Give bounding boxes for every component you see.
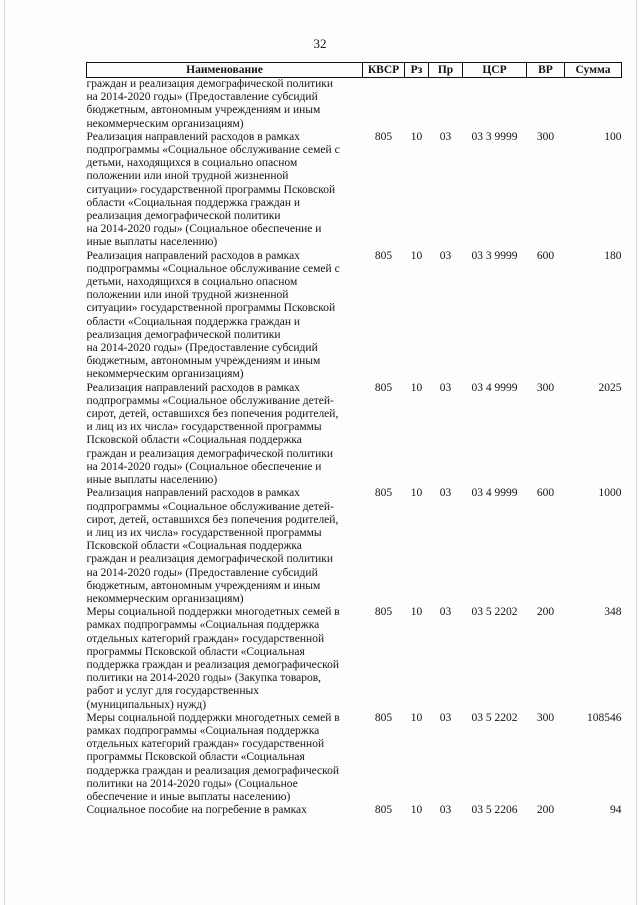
row-name: Меры социальной поддержки многодетных семей в рамках подпрограммы «Социальная поддержка отдельных категорий граждан» государственной программы Псковской области «Социальная поддержка граждан и реализация демографической политики на 2014-2020 годы» (Социальное обеспечение и иные выплаты населению) (86, 711, 340, 803)
row-kvsr (363, 78, 405, 131)
row-pr (429, 78, 463, 131)
row-vr: 300 (536, 130, 555, 143)
row-csr: 03 4 9999 (471, 487, 518, 500)
row-name: Реализация направлений расходов в рамках подпрограммы «Социальное обслуживание семей с детьми, находящихся в социально опасном положении или иной трудной жизненной ситуации» государственной программы Псковской области «Социальная поддержка граждан и реализация демографической политики на 2014-2020 годы» (Социальное обеспечение и иные выплаты населению) (86, 130, 340, 249)
row-vr: 200 (536, 606, 555, 619)
row-name: граждан и реализация демографической политики на 2014-2020 годы» (Предоставление субсидий бюджетным, автономным учреждениям и иным некоммерческим организациям) (86, 78, 334, 130)
row-rz: 10 (410, 249, 423, 262)
budget-table (86, 62, 622, 817)
row-csr: 03 3 9999 (471, 249, 518, 262)
row-csr (463, 78, 527, 131)
header-vr: ВР (527, 63, 565, 78)
row-rz: 10 (410, 487, 423, 500)
table-row (87, 382, 622, 488)
header-name: Наименование (87, 63, 363, 78)
row-rz (405, 78, 429, 131)
header-sum: Сумма (565, 63, 622, 78)
row-pr: 03 (439, 487, 452, 500)
page-number: 32 (313, 36, 327, 51)
row-csr: 03 4 9999 (471, 381, 518, 394)
row-pr: 03 (439, 711, 452, 724)
row-pr: 03 (439, 606, 452, 619)
row-rz: 10 (410, 130, 423, 143)
table-header (87, 63, 622, 78)
row-kvsr: 805 (374, 804, 393, 817)
table-row (87, 250, 622, 382)
header-pr: Пр (429, 63, 463, 78)
row-csr: 03 5 2202 (471, 606, 518, 619)
row-sum: 100 (604, 130, 622, 143)
row-csr: 03 5 2206 (471, 804, 518, 817)
row-sum: 2025 (598, 381, 622, 394)
table-row (87, 606, 622, 712)
row-vr (527, 78, 565, 131)
row-name: Реализация направлений расходов в рамках подпрограммы «Социальное обслуживание детей- сирот, детей, оставшихся без попечения родителей, и лиц из их числа» государственной программы Псковской области «Социальная поддержка граждан и реализация демографической политики на 2014-2020 годы» (Социальное обеспечение и иные выплаты населению) (86, 381, 339, 487)
row-kvsr: 805 (374, 711, 393, 724)
row-kvsr: 805 (374, 130, 393, 143)
row-pr: 03 (439, 130, 452, 143)
row-sum (565, 78, 622, 131)
table-row (87, 804, 622, 817)
table-row (87, 487, 622, 606)
row-name: Меры социальной поддержки многодетных семей в рамках подпрограммы «Социальная поддержка отдельных категорий граждан» государственной программы Псковской области «Социальная поддержка граждан и реализация демографической политики на 2014-2020 годы» (Закупка товаров, работ и услуг для государственных (муниципальных) нужд) (86, 606, 340, 711)
row-sum: 180 (604, 249, 622, 262)
row-vr: 300 (536, 381, 555, 394)
row-kvsr: 805 (374, 487, 393, 500)
row-rz: 10 (410, 711, 423, 724)
row-name: Реализация направлений расходов в рамках подпрограммы «Социальное обслуживание детей- сирот, детей, оставшихся без попечения родителей, и лиц из их числа» государственной программы Псковской области «Социальная поддержка граждан и реализация демографической политики на 2014-2020 годы» (Предоставление субсидий бюджетным, автономным учреждениям и иным некоммерческим организациям) (86, 487, 339, 605)
row-pr: 03 (439, 249, 452, 262)
table-row (87, 78, 622, 131)
row-rz: 10 (410, 381, 423, 394)
row-rz: 10 (410, 606, 423, 619)
page-edge-left (4, 0, 5, 905)
page-edge-right (636, 0, 637, 905)
table-row (87, 712, 622, 804)
row-vr: 600 (536, 487, 555, 500)
row-pr: 03 (439, 381, 452, 394)
row-sum: 108546 (587, 711, 622, 724)
row-kvsr: 805 (374, 381, 393, 394)
row-sum: 94 (610, 804, 622, 817)
table-row (87, 131, 622, 250)
row-sum: 1000 (598, 487, 622, 500)
header-rz: Рз (405, 63, 429, 78)
row-csr: 03 5 2202 (471, 711, 518, 724)
row-kvsr: 805 (374, 606, 393, 619)
row-rz: 10 (410, 804, 423, 817)
row-vr: 300 (536, 711, 555, 724)
row-kvsr: 805 (374, 249, 393, 262)
row-csr: 03 3 9999 (471, 130, 518, 143)
row-sum: 348 (604, 606, 622, 619)
row-vr: 600 (536, 249, 555, 262)
row-pr: 03 (439, 804, 452, 817)
header-csr: ЦСР (463, 63, 527, 78)
row-vr: 200 (536, 804, 555, 817)
row-name: Реализация направлений расходов в рамках подпрограммы «Социальное обслуживание семей с детьми, находящихся в социально опасном положении или иной трудной жизненной ситуации» государственной программы Псковской области «Социальная поддержка граждан и реализация демографической политики на 2014-2020 годы» (Предоставление субсидий бюджетным, автономным учреждениям и иным некоммерческим организациям) (86, 249, 340, 381)
row-name: Социальное пособие на погребение в рамках (86, 804, 307, 817)
header-kvsr: КВСР (363, 63, 405, 78)
